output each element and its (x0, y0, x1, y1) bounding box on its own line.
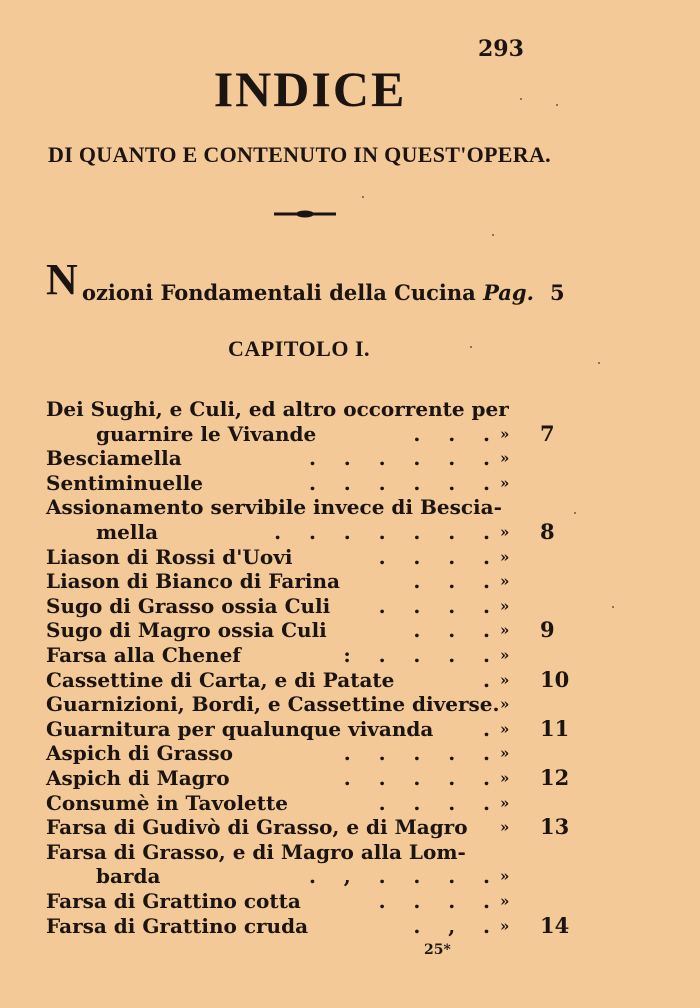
intro-page-number: 5 (550, 280, 565, 305)
entry-label: Liason di Bianco di Farina (46, 569, 340, 594)
dot-leader: . . . . (378, 889, 490, 913)
ditto-mark: » (500, 424, 510, 443)
index-entry-line (0, 840, 700, 864)
index-entry-line (0, 692, 700, 716)
entry-label: Dei Sughi, e Culi, ed altro occorrente per (46, 397, 509, 421)
index-entry-line (0, 766, 700, 790)
dot-leader: . . . . (378, 544, 490, 569)
entry-label: Farsa di Grattino cruda (46, 913, 309, 938)
dot-leader: . . . . . . . (274, 520, 490, 544)
dot-leader: . , . . . . (308, 864, 490, 889)
index-entry-line (0, 422, 700, 446)
page-subtitle: DI QUANTO E CONTENUTO IN QUEST'OPERA. (48, 142, 551, 167)
intro-entry (46, 255, 586, 308)
ornamental-rule (272, 206, 338, 222)
signature-mark: 25* (424, 942, 451, 958)
dot-leader: . . . . . . (308, 446, 490, 471)
entry-page-number: 9 (540, 617, 555, 643)
ditto-mark: » (500, 596, 510, 615)
ditto-mark: » (500, 572, 510, 591)
entry-label: Assionamento servibile invece di Bescia- (46, 495, 502, 520)
index-entry-line (0, 569, 700, 593)
dot-leader: . (483, 716, 490, 741)
dot-leader: . , . (413, 913, 490, 938)
entry-page-number: 8 (540, 519, 555, 544)
index-entry-line (0, 545, 700, 569)
index-entry-line (0, 864, 700, 888)
ditto-mark: » (500, 449, 510, 468)
index-entry-line (0, 815, 700, 839)
entry-label: Besciamella (46, 446, 182, 471)
entry-label: barda (96, 864, 161, 889)
ditto-mark: » (500, 818, 510, 837)
ditto-mark: » (500, 916, 510, 935)
dot-leader: . . . (413, 569, 490, 594)
index-entry-line (0, 471, 700, 495)
index-entry-line (0, 618, 700, 642)
index-entry-line (0, 668, 700, 692)
dot-leader: . . . . (378, 593, 490, 618)
dot-leader: : . . . . (343, 643, 490, 667)
intro-label: ozioni Fondamentali della Cucina (82, 280, 476, 305)
entry-label: Farsa di Grattino cotta (46, 889, 301, 913)
index-entry-line (0, 594, 700, 618)
dot-leader: . . . . . (343, 741, 490, 766)
index-entry-line (0, 643, 700, 667)
entry-label: Sugo di Magro ossia Culi (46, 618, 327, 643)
entry-page-number: 7 (540, 420, 555, 446)
ditto-mark: » (500, 547, 510, 566)
index-entry-line (0, 495, 700, 519)
ditto-mark: » (500, 719, 510, 738)
entry-page-number: 14 (540, 912, 570, 938)
ditto-mark: » (500, 744, 510, 763)
dropcap: N (46, 255, 78, 304)
entry-page-number: 12 (540, 765, 570, 790)
paper-speck (574, 512, 576, 514)
pag-label: Pag. (483, 280, 534, 305)
index-entry-line (0, 446, 700, 470)
dot-leader: . . . (413, 618, 490, 643)
index-entry-line (0, 520, 700, 544)
index-entry-line (0, 791, 700, 815)
paper-speck (612, 606, 614, 608)
intro-text (82, 280, 534, 305)
entry-label: Cassettine di Carta, e di Patate (46, 667, 395, 692)
entry-label: Farsa di Gudivò di Grasso, e di Magro (46, 815, 468, 840)
ditto-mark: » (500, 473, 510, 492)
entry-label: mella (96, 520, 159, 544)
ditto-mark: » (500, 793, 510, 812)
entry-page-number: 13 (540, 814, 570, 840)
entry-label: guarnire le Vivande (96, 421, 317, 446)
ditto-mark: » (500, 892, 510, 910)
entry-label: Farsa alla Chenef (46, 643, 241, 667)
entry-label: Liason di Rossi d'Uovi (46, 544, 293, 569)
dot-leader: . (483, 667, 490, 692)
index-entry-line (0, 889, 700, 913)
paper-speck (556, 104, 558, 106)
ditto-mark: » (500, 646, 510, 664)
paper-speck (598, 362, 600, 364)
dot-leader: . . . . . (343, 766, 490, 790)
entry-page-number: 10 (540, 666, 570, 692)
paper-speck (492, 234, 494, 236)
entry-label: Aspich di Grasso (46, 741, 234, 766)
paper-speck (520, 98, 522, 100)
ditto-mark: » (500, 867, 510, 886)
entry-label: Sentiminuelle (46, 470, 204, 495)
index-entry-line (0, 914, 700, 938)
dot-leader: . . . . . . (308, 470, 490, 495)
ditto-mark: » (500, 621, 510, 640)
dot-leader: . . . . (378, 790, 490, 815)
entry-label: Sugo di Grasso ossia Culi (46, 593, 331, 618)
paper-speck (362, 196, 364, 198)
entry-label: Guarnizioni, Bordi, e Cassettine diverse. (46, 692, 500, 717)
index-entry-line (0, 741, 700, 765)
dot-leader: . . . (413, 421, 490, 446)
page-number: 293 (478, 36, 524, 62)
ditto-mark: » (500, 523, 510, 541)
paper-speck (470, 346, 472, 348)
index-entry-line (0, 397, 700, 421)
ditto-mark: » (500, 695, 510, 714)
entry-label: Consumè in Tavolette (46, 790, 288, 815)
ditto-mark: » (500, 769, 510, 787)
ditto-mark: » (500, 670, 510, 689)
index-entry-line (0, 717, 700, 741)
entry-label: Guarnitura per qualunque vivanda (46, 716, 434, 741)
page-title: INDICE (213, 61, 407, 117)
entry-page-number: 11 (540, 715, 570, 741)
entry-label: Farsa di Grasso, e di Magro alla Lom- (46, 839, 466, 864)
entry-label: Aspich di Magro (46, 766, 230, 790)
chapter-heading: CAPITOLO I. (228, 336, 371, 361)
